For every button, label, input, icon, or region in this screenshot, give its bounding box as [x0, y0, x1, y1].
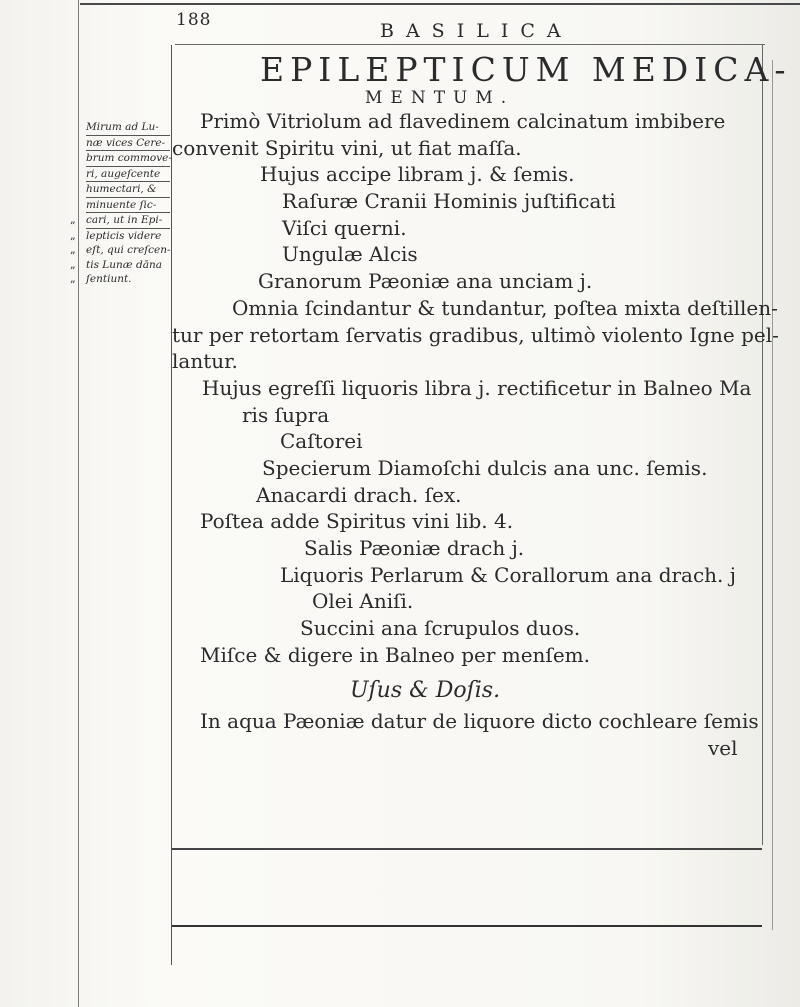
margin-line: „ ſentiunt. — [70, 272, 132, 285]
section-subtitle: MENTUM. — [365, 88, 515, 108]
margin-line: ri, augeſcente — [86, 167, 170, 183]
margin-line: „ eſt, qui creſcen- — [70, 243, 171, 256]
margin-line: humectari, & — [86, 182, 170, 198]
text-line: Caſtorei — [280, 429, 363, 454]
margin-note — [70, 120, 172, 287]
text-line: Viſci querni. — [282, 215, 407, 240]
text-line: In aqua Pæoniæ datur de liquore dicto cochleare ſemis — [200, 709, 759, 734]
text-line: Raſuræ Cranii Hominis juſtificati — [282, 189, 616, 214]
text-line: Poſtea adde Spiritus vini lib. 4. — [200, 509, 514, 534]
top-rule — [80, 3, 800, 5]
margin-line: brum commove- — [86, 151, 170, 167]
bottom-rule — [172, 848, 762, 850]
margin-line: „ lepticis videre — [70, 228, 162, 242]
text-line: Primò Vitriolum ad flavedinem calcinatum imbibere — [200, 109, 726, 133]
text-line: Ungulæ Alcis — [282, 242, 418, 267]
text-line: Salis Pæoniæ drach j. — [304, 536, 525, 560]
text-line: Liquoris Perlarum & Corallorum ana drach. j — [280, 562, 736, 587]
left-edge-rule — [78, 0, 79, 1007]
text-line: Miſce & digere in Balneo per menſem. — [200, 642, 590, 667]
text-line: lantur. — [172, 349, 238, 374]
margin-line: „ tis Lunæ dāna — [70, 257, 163, 271]
recipe-text — [172, 108, 779, 762]
text-line: Anacardi drach. ſex. — [256, 482, 462, 507]
usus-heading: Uſus & Doſis. — [350, 678, 501, 704]
text-line: tur per retortam ſervatis gradibus, ultimò violento Igne pel- — [172, 322, 779, 347]
text-line: Hujus accipe libram j. & ſemis. — [260, 162, 575, 187]
right-edge-rule — [772, 60, 773, 930]
text-line: convenit Spiritu vini, ut fiat maſſa. — [172, 135, 522, 160]
text-line: Succini ana ſcrupulos duos. — [300, 616, 581, 641]
running-title: BASILICA — [380, 20, 573, 42]
bottom-rule-lower — [172, 925, 762, 927]
text-line: ris ſupra — [242, 402, 330, 427]
margin-line: minuente ſic- — [86, 198, 170, 214]
margin-line: Mirum ad Lu- — [86, 120, 170, 136]
margin-line: næ vices Cere- — [86, 136, 170, 152]
text-line: Granorum Pæoniæ ana unciam j. — [258, 269, 593, 294]
margin-line: „ cari, ut in Epi- — [86, 213, 170, 229]
text-line: Omnia ſcindantur & tundantur, poſtea mixta deſtillen- — [232, 295, 778, 320]
section-title: EPILEPTICUM MEDICA- — [260, 50, 792, 89]
text-line: Olei Aniſi. — [312, 589, 414, 614]
text-line: Hujus egreſſi liquoris libra j. rectificetur in Balneo Ma — [202, 375, 752, 400]
page-number: 188 — [176, 10, 212, 30]
text-line: Specierum Diamoſchi dulcis ana unc. ſemis. — [262, 455, 708, 480]
catchword: vel — [708, 736, 738, 761]
header-rule — [175, 44, 765, 45]
